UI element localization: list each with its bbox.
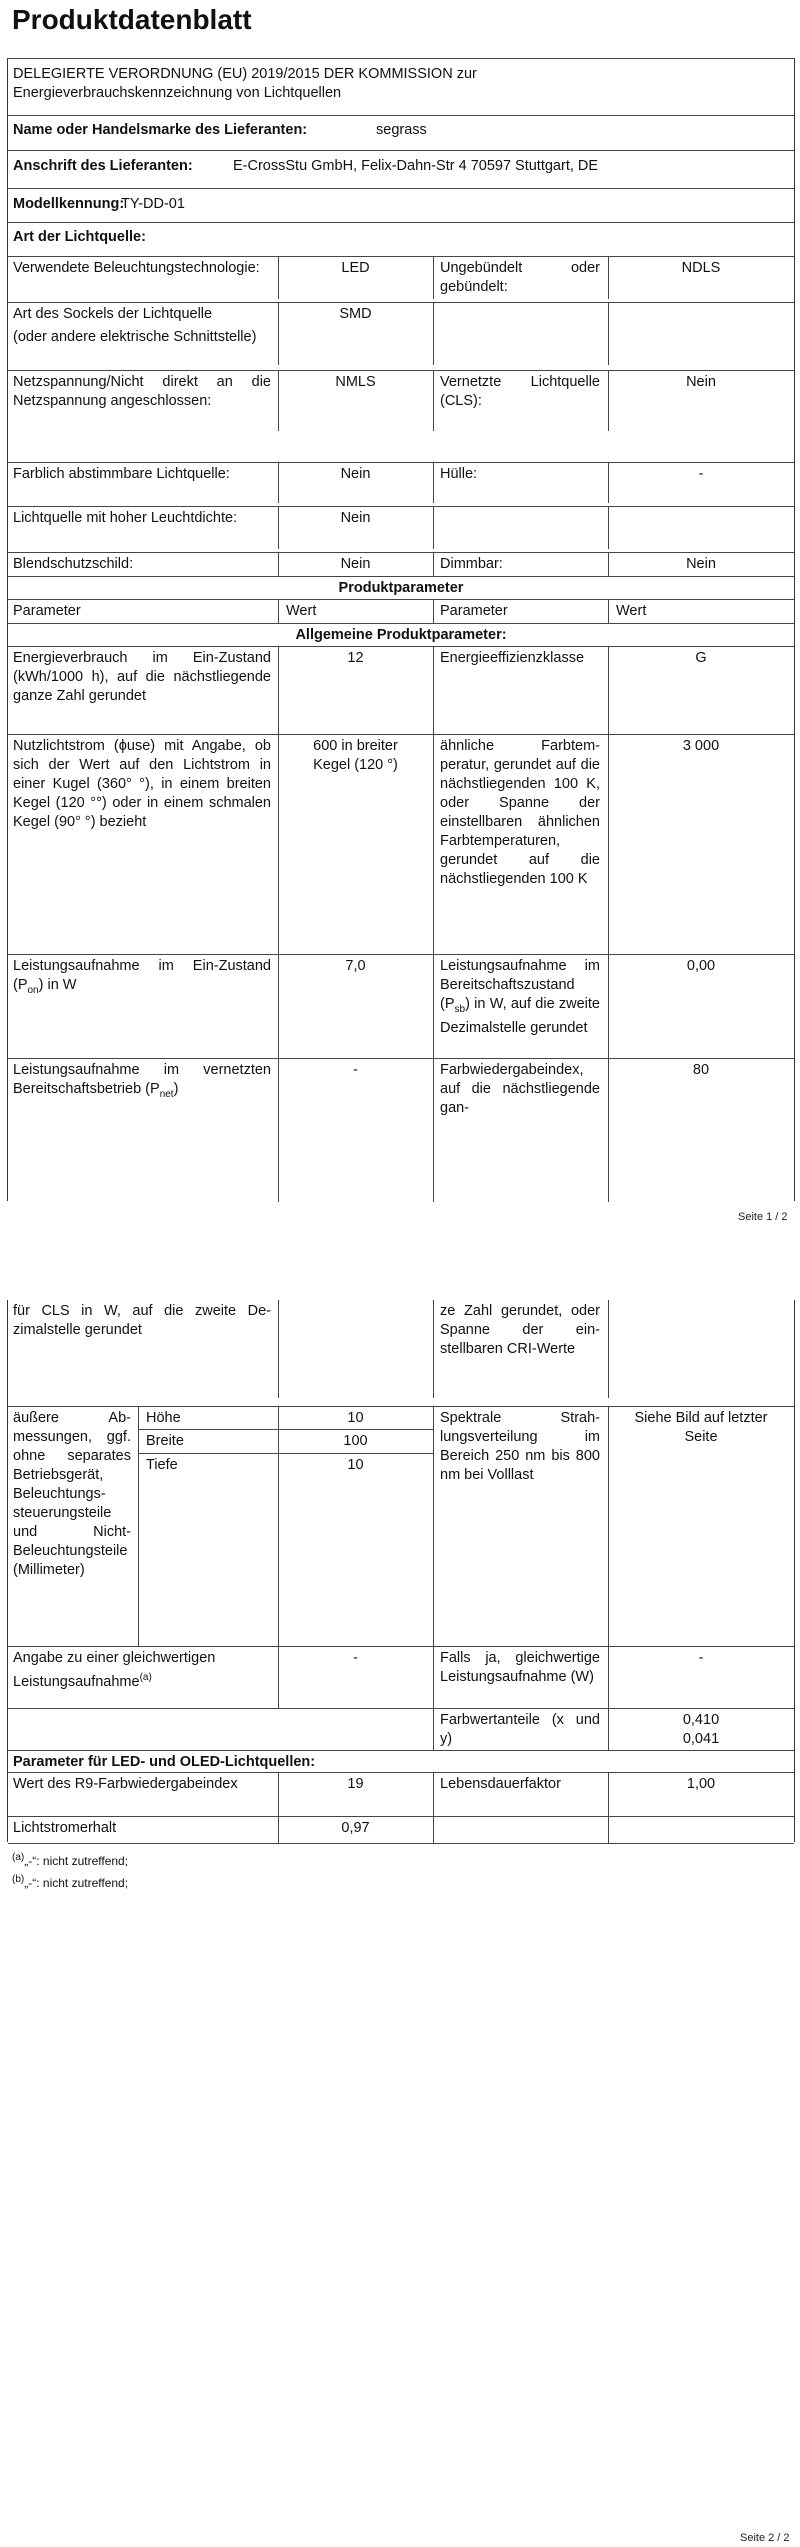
glare-row [8, 552, 794, 577]
page-number-2: Seite 2 / 2 [740, 2532, 790, 2544]
networked-standby-value: - [353, 1062, 358, 1078]
equivalent-power-w-value: - [698, 1650, 704, 1666]
tunable-row [8, 462, 794, 503]
equivalent-power-w-label: Falls ja, gleichwertige Leistungsaufnahme (W) [440, 1650, 600, 1685]
energy-value: 12 [347, 650, 364, 666]
equivalent-power-value: - [353, 1650, 358, 1666]
footnote-a: $^{(a)}$„-“: nicht zutreffend; [12, 1852, 129, 1868]
standby-power-label: Leistungsaufnahme im Bereitschaftszustand $(P_{sb})$ in W, auf die zweite Dezimalstelle gerundet [440, 958, 600, 1036]
flux-row [8, 734, 794, 955]
page-title: Produktdatenblatt [12, 4, 252, 35]
power-on-value: 7,0 [345, 958, 366, 974]
socket-value: SMD [339, 306, 372, 322]
power-on-row [8, 954, 794, 1059]
light-source-type-header: Art der Lichtquelle: [13, 229, 146, 245]
high-luminance-label: Lichtquelle mit hoher Leuchtdichte: [13, 510, 238, 526]
regulation-row [8, 58, 794, 109]
envelope-value: - [698, 466, 704, 482]
cri-value: 80 [692, 1062, 710, 1078]
standby-power-value: 0,00 [686, 958, 716, 974]
chromaticity-row [8, 1708, 794, 1751]
column-header-row [8, 599, 794, 624]
led-params-header: Parameter für LED- und OLED-Lichtquellen: [13, 1754, 316, 1770]
depth-value: 10 [347, 1457, 364, 1473]
dimensions-row [8, 1406, 794, 1647]
flux-label: Nutzlichtstrom (ϕuse) mit Angabe, ob sich der Wert auf den Lichtstrom in einer Kugel (360° °), in einem breiten Kegel (120 °°) oder in einem schmalen Kegel (90° °) bezieht [13, 738, 271, 830]
high-luminance-value: Nein [340, 510, 371, 526]
cls-value: Nein [686, 374, 716, 390]
tunable-label: Farblich abstimmbare Lichtquelle: [13, 466, 230, 482]
param-header-right: Parameter [440, 603, 508, 619]
dimensions-label: äußere Abmessungen, ggf. ohne separates Betriebsgerät, Beleuchtungssteuerungsteile und Nicht-Beleuchtungsteile (Millimeter) [13, 1410, 131, 1578]
tech-row [8, 256, 794, 299]
footnote-b: $^{(b)}$„-“: nicht zutreffend; [12, 1874, 129, 1890]
r9-value: 19 [347, 1776, 364, 1792]
continuation-row [8, 1300, 794, 1398]
led-params-header-row [8, 1750, 794, 1773]
r9-label: Wert des R9-Farbwiedergabeindex [13, 1776, 238, 1792]
lumen-maintenance-value: 0,97 [341, 1820, 370, 1836]
networked-standby-label: Leistungsaufnahme im vernetzten Bereitschaftsbetrieb $(P_{net})$ [13, 1062, 271, 1100]
datasheet-table-page2 [7, 1300, 795, 1842]
cct-label: ähnliche Farbtemperatur, gerundet auf die nächstliegenden 100 K, oder Spanne der einstellbaren ähnlichen Farbtemperaturen, gerundet auf die nächstliegenden 100 K [440, 738, 600, 887]
general-params-header-row [8, 623, 794, 647]
page-number-1: Seite 1 / 2 [738, 1211, 788, 1223]
supplier-address-row [8, 150, 794, 183]
width-value: 100 [343, 1433, 368, 1449]
energy-label: Energieverbrauch im Ein-Zustand (kWh/1000 h), auf die nächstliegende ganze Zahl gerundet [13, 650, 271, 704]
survival-factor-value: 1,00 [686, 1776, 716, 1792]
model-value: TY-DD-01 [121, 196, 185, 212]
power-on-label: Leistungsaufnahme im Ein-Zustand $(P_{on})$ in W [13, 958, 271, 996]
supplier-name-row [8, 115, 794, 146]
product-params-header: Produktparameter [338, 580, 464, 596]
glare-label: Blendschutzschild: [13, 556, 134, 572]
continuation-left: für CLS in W, auf die zweite Dezimalstelle gerundet [13, 1303, 271, 1338]
supplier-address-value: E-CrossStu GmbH, Felix-Dahn-Str 4 70597 Stuttgart, DE [233, 158, 599, 174]
socket-row [8, 302, 794, 365]
cct-value: 3 000 [682, 738, 720, 754]
param-header-left: Parameter [13, 603, 81, 619]
depth-label: Tiefe [146, 1457, 178, 1473]
flux-value: 600 in breiter Kegel (120 °) [313, 738, 398, 773]
energy-class-value: G [695, 650, 707, 666]
value-header-left: Wert [286, 603, 317, 619]
energy-class-label: Energieeffizienzklasse [440, 650, 585, 666]
equivalent-power-row [8, 1646, 794, 1709]
tunable-value: Nein [340, 466, 371, 482]
glare-value: Nein [340, 556, 371, 572]
mains-label: Netzspannung/Nicht direkt an die Netzspannung angeschlossen: [13, 374, 271, 409]
spectral-value: Siehe Bild auf letzter Seite [634, 1410, 768, 1445]
dimmable-label: Dimmbar: [440, 556, 503, 572]
mains-row [8, 370, 794, 431]
socket-label-2: (oder andere elektrische Schnittstelle) [13, 329, 257, 345]
product-params-header-row [8, 576, 794, 600]
chromaticity-x: 0,410 [682, 1712, 720, 1728]
r9-row [8, 1772, 794, 1817]
regulation-line-2: Energieverbrauchskennzeichnung von Lichtquellen [13, 85, 342, 101]
envelope-label: Hülle: [440, 466, 478, 482]
survival-factor-label: Lebensdauerfaktor [440, 1776, 561, 1792]
cls-label: Vernetzte Lichtquelle (CLS): [440, 374, 600, 409]
mains-value: NMLS [335, 374, 376, 390]
tech-label: Verwendete Beleuchtungstechnologie: [13, 260, 260, 276]
chromaticity-y: 0,041 [682, 1731, 720, 1747]
socket-label-1: Art des Sockels der Lichtquelle [13, 306, 213, 322]
dimmable-value: Nein [686, 556, 716, 572]
equivalent-power-label: Angabe zu einer gleichwertigen Leistungsaufnahme$^{(a)}$ [13, 1650, 216, 1690]
bundled-value: NDLS [681, 260, 721, 276]
supplier-name-value: segrass [376, 122, 427, 138]
high-luminance-row [8, 506, 794, 549]
lumen-maintenance-row [8, 1816, 794, 1844]
chromaticity-label: Farbwertanteile (x und y) [440, 1712, 600, 1747]
height-label: Höhe [146, 1410, 181, 1426]
tech-value: LED [341, 260, 370, 276]
value-header-right: Wert [616, 603, 647, 619]
bundled-label: Ungebündelt oder gebündelt: [440, 260, 600, 295]
supplier-address-label: Anschrift des Lieferanten: [13, 158, 193, 174]
supplier-name-label: Name oder Handelsmarke des Lieferanten: [13, 122, 308, 138]
height-value: 10 [347, 1410, 364, 1426]
energy-row [8, 646, 794, 735]
lumen-maintenance-label: Lichtstromerhalt [13, 1820, 117, 1836]
spectral-label: Spektrale Strahlungsverteilung im Bereich 250 nm bis 800 nm bei Volllast [440, 1410, 600, 1483]
networked-standby-row [8, 1058, 794, 1202]
regulation-line-1: DELEGIERTE VERORDNUNG (EU) 2019/2015 DER KOMMISSION zur [13, 66, 477, 82]
datasheet-table-page1 [7, 58, 795, 1201]
continuation-right: ze Zahl gerundet, oder Spanne der einstellbaren CRI-Werte [440, 1303, 600, 1357]
model-row [8, 188, 794, 219]
width-label: Breite [146, 1433, 184, 1449]
general-params-header: Allgemeine Produktparameter: [295, 627, 507, 643]
light-source-type-header-row [8, 222, 794, 253]
cri-label: Farbwiedergabeindex, auf die nächstliegende gan- [440, 1062, 600, 1116]
model-label: Modellkennung: [13, 196, 125, 212]
